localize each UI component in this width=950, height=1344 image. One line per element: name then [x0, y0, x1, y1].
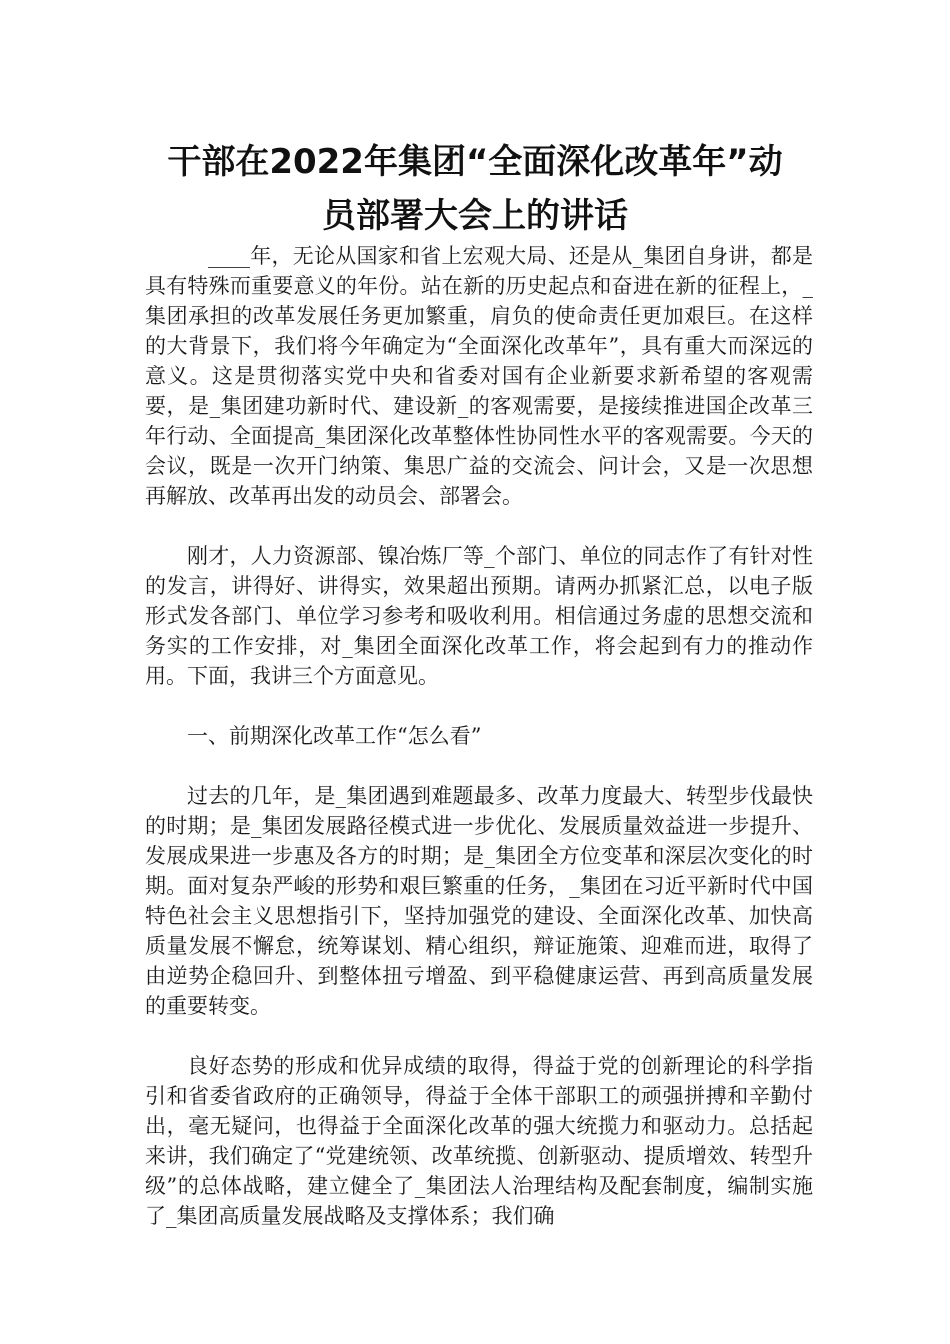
paragraph-spacer [145, 751, 813, 781]
paragraph-spacer [145, 1021, 813, 1051]
body-paragraph-3: 过去的几年，是_集团遇到难题最多、改革力度最大、转型步伐最快的时期；是_集团发展路径模式进一步优化、发展质量效益进一步提升、发展成果进一步惠及各方的时期；是_集团全方位变革和深层次变化的时期。面对复杂严峻的形势和艰巨繁重的任务，_集团在习近平新时代中国特色社会主义思想指引下，坚持加强党的建设、全面深化改革、加快高质量发展不懈怠，统筹谋划、精心组织，辩证施策、迎难而进，取得了由逆势企稳回升、到整体扭亏增盈、到平稳健康运营、再到高质量发展的重要转变。 [145, 784, 813, 1018]
body-paragraph-4: 良好态势的形成和优异成绩的取得，得益于党的创新理论的科学指引和省委省政府的正确领导，得益于全体干部职工的顽强拼搏和辛勤付出，毫无疑问，也得益于全面深化改革的强大统揽力和驱动力。总括起来讲，我们确定了“党建统领、改革统揽、创新驱动、提质增效、转型升级”的总体战略，建立健全了_集团法人治理结构及配套制度，编制实施了_集团高质量发展战略及支撑体系；我们确 [145, 1054, 813, 1228]
document-title-line-1: 干部在2022年集团“全面深化改革年”动 [167, 142, 783, 182]
document-body [145, 241, 813, 1231]
body-paragraph-2: 刚才，人力资源部、镍冶炼厂等_个部门、单位的同志作了有针对性的发言，讲得好、讲得实，效果超出预期。请两办抓紧汇总，以电子版形式发各部门、单位学习参考和吸收利用。相信通过务虚的思想交流和务实的工作安排，对_集团全面深化改革工作，将会起到有力的推动作用。下面，我讲三个方面意见。 [145, 544, 813, 688]
body-paragraph-1: ____年，无论从国家和省上宏观大局、还是从_集团自身讲，都是具有特殊而重要意义的年份。站在新的历史起点和奋进在新的征程上，_集团承担的改革发展任务更加繁重，肩负的使命责任更加艰巨。在这样的大背景下，我们将今年确定为“全面深化改革年”，具有重大而深远的意义。这是贯彻落实党中央和省委对国有企业新要求新希望的客观需要，是_集团建功新时代、建设新_的客观需要，是接续推进国企改革三年行动、全面提高_集团深化改革整体性协同性水平的客观需要。今天的会议，既是一次开门纳策、集思广益的交流会、问计会，又是一次思想再解放、改革再出发的动员会、部署会。 [145, 244, 813, 508]
paragraph-spacer [145, 511, 813, 541]
paragraph-spacer [145, 691, 813, 721]
document-title-line-2: 员部署大会上的讲话 [322, 196, 628, 236]
section-heading-1: 一、前期深化改革工作“怎么看” [187, 724, 482, 748]
